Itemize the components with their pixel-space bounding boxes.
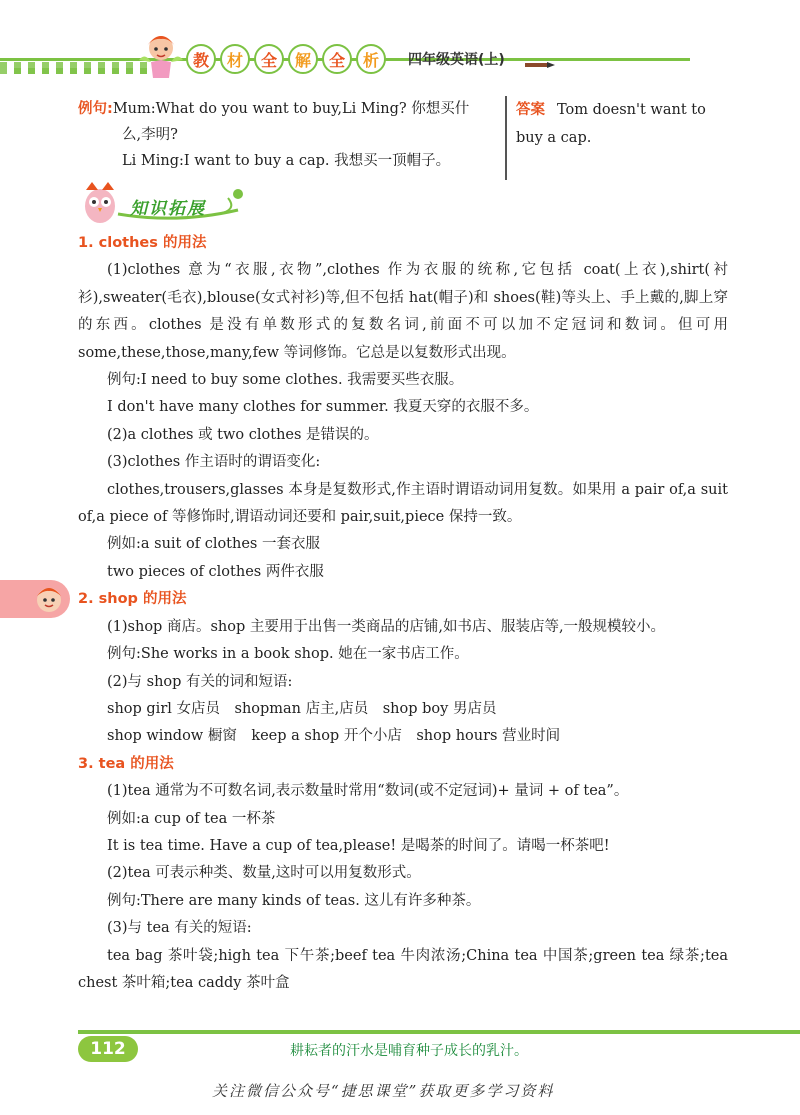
answer-block [516, 96, 730, 152]
example-sentence: I don't have many clothes for summer. 我夏天穿的衣服不多。 [107, 399, 539, 416]
example-block [78, 96, 508, 174]
example-line: Mum:What do you want to buy,Li Ming? 你想买什 [112, 101, 470, 117]
paragraph: clothes,trousers,glasses 本身是复数形式,作主语时谓语动词用复数。如果用 a pair of,a suit of,a piece of 等修饰时,谓语动词还要和 pair,suit,piece 保持一致。 [78, 481, 728, 526]
title-char: 教 [186, 44, 216, 74]
page-number: 112 [78, 1036, 138, 1062]
answer-text: Tom doesn't want to buy a cap. [516, 102, 706, 146]
example-sentence: 例句:She works in a book shop. 她在一家书店工作。 [107, 646, 469, 663]
paragraph: (3)clothes 作主语时的谓语变化: [107, 454, 321, 471]
section-heading: 3. tea 的用法 [78, 755, 174, 772]
cartoon-face-icon [34, 584, 64, 614]
footer-rule [78, 1030, 800, 1034]
title-char: 析 [356, 44, 386, 74]
paragraph: (2)a clothes 或 two clothes 是错误的。 [107, 426, 379, 443]
paragraph: (3)与 tea 有关的短语: [107, 920, 252, 937]
divider [505, 96, 507, 180]
example-sentence: two pieces of clothes 两件衣服 [107, 563, 324, 580]
title-char: 全 [322, 44, 352, 74]
knowledge-banner [78, 180, 248, 226]
example-sentence: 例如:a cup of tea 一杯茶 [107, 810, 276, 827]
pencil-icon [525, 61, 555, 69]
grade-label: 四年级英语(上) [408, 52, 505, 68]
footer-motto: 耕耘者的汗水是哺育种子成长的乳汁。 [290, 1043, 528, 1059]
knowledge-title: 知识拓展 [130, 199, 206, 219]
example-line: Li Ming:I want to buy a cap. 我想买一顶帽子。 [122, 153, 451, 169]
answer-label: 答案 [516, 102, 545, 118]
section-heading: 2. shop 的用法 [78, 591, 187, 608]
paragraph: (2)tea 可表示种类、数量,这时可以用复数形式。 [107, 865, 421, 882]
paragraph: (2)与 shop 有关的词和短语: [107, 673, 293, 690]
main-content [78, 230, 728, 997]
example-label: 例句: [78, 101, 113, 117]
section-heading: 1. clothes 的用法 [78, 235, 207, 251]
example-sentence: 例句:There are many kinds of teas. 这儿有许多种茶。 [107, 892, 481, 909]
title-char: 全 [254, 44, 284, 74]
title-char: 材 [220, 44, 250, 74]
example-sentence: 例如:a suit of clothes 一套衣服 [107, 536, 320, 553]
fairy-mascot-icon [135, 30, 187, 80]
example-sentence: It is tea time. Have a cup of tea,please! 是喝茶的时间了。请喝一杯茶吧! [107, 837, 610, 854]
paragraph: tea bag 茶叶袋;high tea 下午茶;beef tea 牛肉浓汤;China tea 中国茶;green tea 绿茶;tea chest 茶叶箱;tea caddy 茶叶盒 [78, 947, 728, 991]
paragraph: (1)tea 通常为不可数名词,表示数量时常用“数词(或不定冠词)+ 量词 + of tea”。 [107, 783, 629, 800]
example-line: 么,李明? [122, 127, 178, 143]
title-char: 解 [288, 44, 318, 74]
phrase-line: shop window 橱窗 keep a shop 开个小店 shop hours 营业时间 [107, 728, 561, 745]
header-checker-pattern-2 [7, 68, 147, 74]
phrase-line: shop girl 女店员 shopman 店主,店员 shop boy 男店员 [107, 700, 497, 717]
example-sentence: 例句:I need to buy some clothes. 我需要买些衣服。 [107, 372, 464, 389]
paragraph: (1)clothes 意为“衣服,衣物”,clothes 作为衣服的统称,它包括 coat(上衣),shirt(衬衫),sweater(毛衣),blouse(女式衬衫)等,但不包括 hat(帽子)和 shoes(鞋)等头上、手上戴的,脚上穿的东西。clothes 是没有单数形式的复数名词,前面不可以加不定冠词和数词。但可用 some,these,those,many,few 等词修饰。它总是以复数形式出现。 [78, 262, 728, 361]
book-title [186, 44, 386, 74]
side-tab [0, 580, 70, 618]
paragraph: (1)shop 商店。shop 主要用于出售一类商品的店铺,如书店、服装店等,一般规模较小。 [107, 618, 666, 635]
handwritten-note: 关注微信公众号“捷思课堂”获取更多学习资料 [212, 1082, 555, 1100]
